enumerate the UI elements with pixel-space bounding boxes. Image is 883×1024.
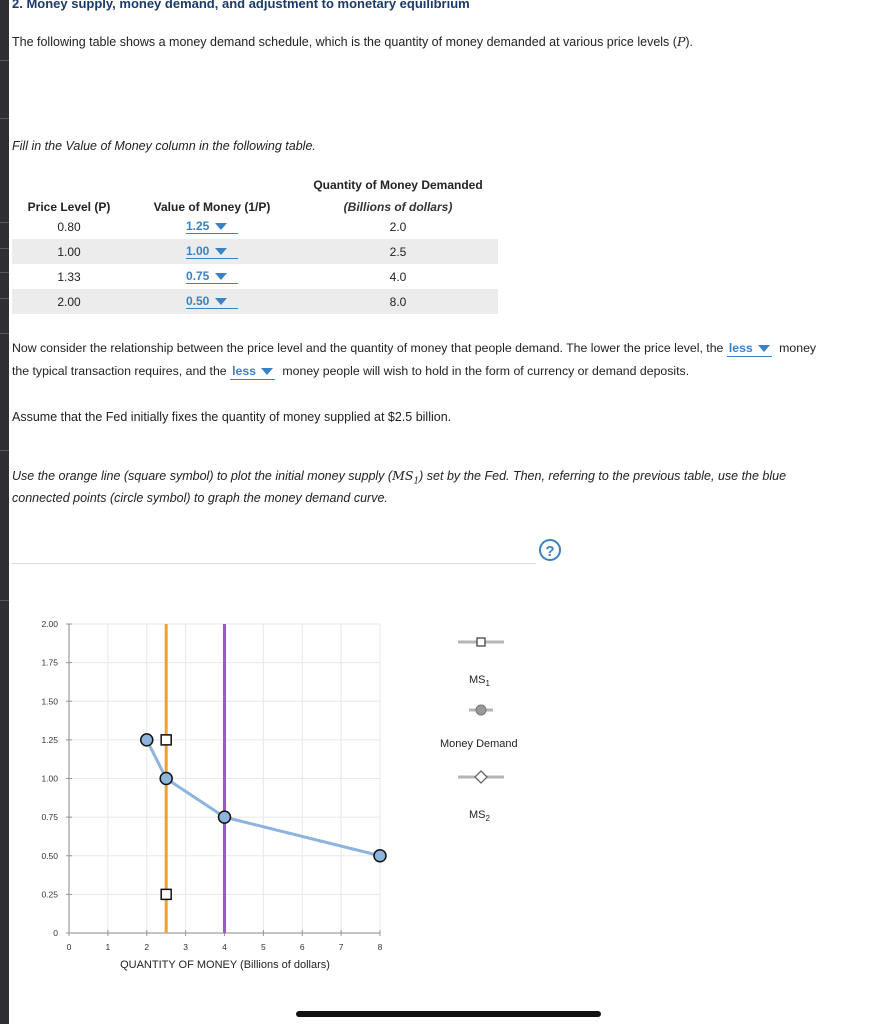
chevron-down-icon bbox=[261, 368, 273, 375]
table-row: 0.80 1.25 2.0 bbox=[57, 219, 407, 234]
y-tick-labels bbox=[41, 619, 58, 938]
relationship-line-1: Now consider the relationship between the price level and the quantity of money that people demand. The lower the price level, the less money bbox=[12, 341, 817, 355]
x-axis-label: QUANTITY OF MONEY (Billions of dollars) bbox=[120, 959, 330, 971]
y-tick-label: 0.75 bbox=[41, 812, 58, 823]
table-row: 1.00 1.00 2.5 bbox=[12, 239, 498, 264]
y-tick-label: 1.00 bbox=[41, 773, 58, 784]
y-tick-label: 0.50 bbox=[41, 850, 58, 861]
relationship-line-2: the typical transaction requires, and the less money people will wish to hold in the form of currency or demand deposits. bbox=[12, 364, 690, 378]
header-price-level: Price Level (P) bbox=[27, 200, 111, 214]
value-dropdown-row-4[interactable]: 0.50 bbox=[186, 294, 238, 309]
section-divider bbox=[12, 563, 536, 564]
legend-diamond-icon bbox=[475, 771, 487, 783]
graph-instruction-line-1: Use the orange line (square symbol) to plot the initial money supply $(MS_1)$ set by the Fed. Then, referring to the previous table, use the blue bbox=[12, 468, 787, 487]
x-tick-label: 5 bbox=[261, 942, 266, 952]
y-tick-label: 1.50 bbox=[41, 696, 58, 707]
x-tick-label: 0 bbox=[66, 942, 72, 952]
x-tick-label: 8 bbox=[377, 942, 383, 952]
legend-square-icon bbox=[477, 638, 485, 646]
x-tick-label: 1 bbox=[105, 942, 111, 952]
relationship-dropdown-2[interactable]: less bbox=[230, 364, 275, 380]
y-tick-label: 0 bbox=[53, 928, 58, 938]
question-title: 2. Money supply, money demand, and adjustment to monetary equilibrium bbox=[12, 0, 470, 11]
y-tick-label: 1.75 bbox=[41, 657, 58, 668]
table-instruction: Fill in the Value of Money column in the following table. bbox=[12, 139, 316, 153]
ms1-square-point bbox=[161, 735, 171, 745]
legend-label-money-demand: Money Demand bbox=[440, 738, 518, 750]
money-demand-table bbox=[12, 172, 498, 314]
relationship-dropdown-1[interactable]: less bbox=[727, 341, 772, 357]
chevron-down-icon bbox=[215, 273, 227, 280]
table-row: 2.00 0.50 8.0 bbox=[12, 289, 498, 314]
legend-circle-icon bbox=[476, 705, 486, 715]
x-tick-label: 6 bbox=[299, 942, 305, 952]
chevron-down-icon bbox=[215, 248, 227, 255]
y-tick-label: 1.25 bbox=[41, 734, 58, 745]
value-dropdown-row-2[interactable]: 1.00 bbox=[186, 244, 238, 259]
home-indicator bbox=[296, 1011, 601, 1017]
x-tick-label: 2 bbox=[144, 942, 150, 952]
table-row: 1.33 0.75 4.0 bbox=[57, 269, 407, 284]
value-dropdown-row-1[interactable]: 1.25 bbox=[186, 219, 238, 234]
x-tick-label: 7 bbox=[338, 942, 344, 952]
chevron-down-icon bbox=[758, 345, 770, 352]
y-tick-label: 2.00 bbox=[41, 619, 58, 629]
chevron-down-icon bbox=[215, 223, 227, 230]
x-tick-label: 3 bbox=[183, 942, 188, 952]
money-demand-point bbox=[141, 734, 153, 746]
header-quantity-units: (Billions of dollars) bbox=[343, 200, 453, 214]
intro-paragraph: The following table shows a money demand schedule, which is the quantity of money demanded at various price levels (P). bbox=[12, 34, 694, 49]
x-tick-label: 4 bbox=[222, 942, 227, 952]
money-demand-point bbox=[219, 811, 231, 823]
header-quantity: Quantity of Money Demanded bbox=[313, 178, 483, 192]
legend-label-ms1: $MS_1$ bbox=[469, 674, 490, 689]
graph-instruction-line-2: connected points (circle symbol) to graph the money demand curve. bbox=[12, 491, 388, 505]
header-value-of-money: Value of Money (1/P) bbox=[153, 200, 271, 214]
legend bbox=[458, 638, 504, 783]
money-market-graph[interactable] bbox=[0, 600, 560, 980]
assumption-text: Assume that the Fed initially fixes the quantity of money supplied at $2.5 billion. bbox=[12, 410, 452, 424]
legend-label-ms2: $MS_2$ bbox=[469, 809, 490, 824]
help-icon[interactable]: ? bbox=[539, 539, 561, 561]
money-demand-point bbox=[160, 773, 172, 785]
value-dropdown-row-3[interactable]: 0.75 bbox=[186, 269, 238, 284]
y-tick-label: 0.25 bbox=[41, 889, 58, 900]
x-tick-labels bbox=[67, 942, 383, 952]
ms1-square-point bbox=[161, 889, 171, 899]
money-demand-point bbox=[374, 850, 386, 862]
chevron-down-icon bbox=[215, 298, 227, 305]
